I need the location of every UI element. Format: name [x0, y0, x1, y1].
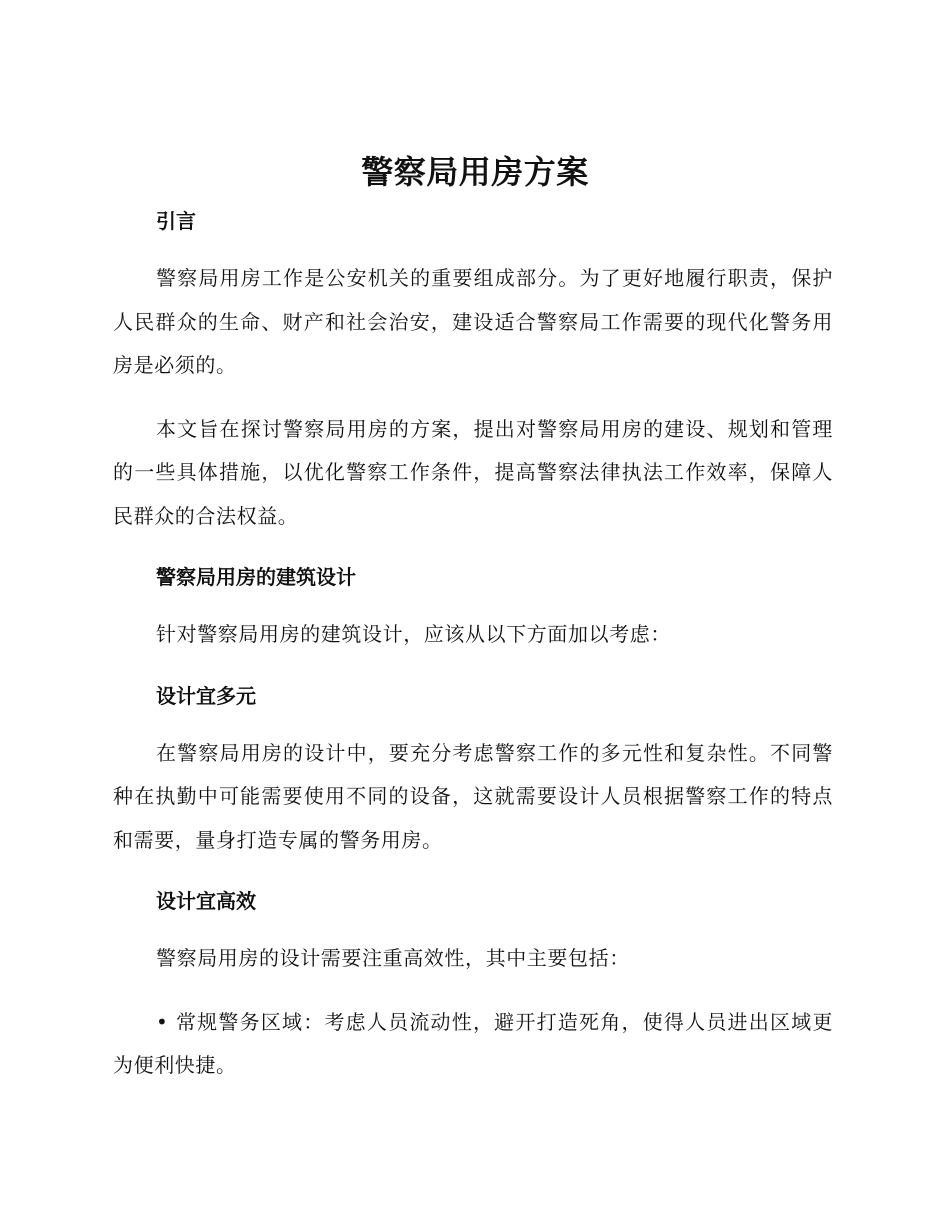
section-heading-efficient: 设计宜高效: [156, 889, 256, 913]
paragraph-intro-1: 警察局用房工作是公安机关的重要组成部分。为了更好地履行职责，保护人民群众的生命、财产和社会治安，建设适合警察局工作需要的现代化警务用房是必须的。: [113, 266, 833, 377]
section-heading-diverse: 设计宜多元: [156, 683, 256, 708]
section-heading-design: 警察局用房的建筑设计: [156, 565, 356, 589]
paragraph-intro-2: 本文旨在探讨警察局用房的方案，提出对警察局用房的建设、规划和管理的一些具体措施，以优化警察工作条件，提高警察法律执法工作效率，保障人民群众的合法权益。: [113, 416, 833, 528]
paragraph-efficient-1: 警察局用房的设计需要注重高效性，其中主要包括：: [156, 946, 630, 970]
bullet-efficient-1: • 常规警务区域：考虑人员流动性，避开打造死角，使得人员进出区域更为便利快捷。: [113, 1009, 833, 1077]
paragraph-design-1: 针对警察局用房的建筑设计，应该从以下方面加以考虑：: [156, 622, 671, 646]
document-title: 警察局用房方案: [361, 153, 589, 191]
document-body: [113, 202, 833, 1088]
section-heading-intro: 引言: [156, 209, 196, 233]
paragraph-diverse-1: 在警察局用房的设计中，要充分考虑警察工作的多元性和复杂性。不同警种在执勤中可能需要使用不同的设备，这就需要设计人员根据警察工作的特点和需要，量身打造专属的警务用房。: [113, 740, 833, 852]
